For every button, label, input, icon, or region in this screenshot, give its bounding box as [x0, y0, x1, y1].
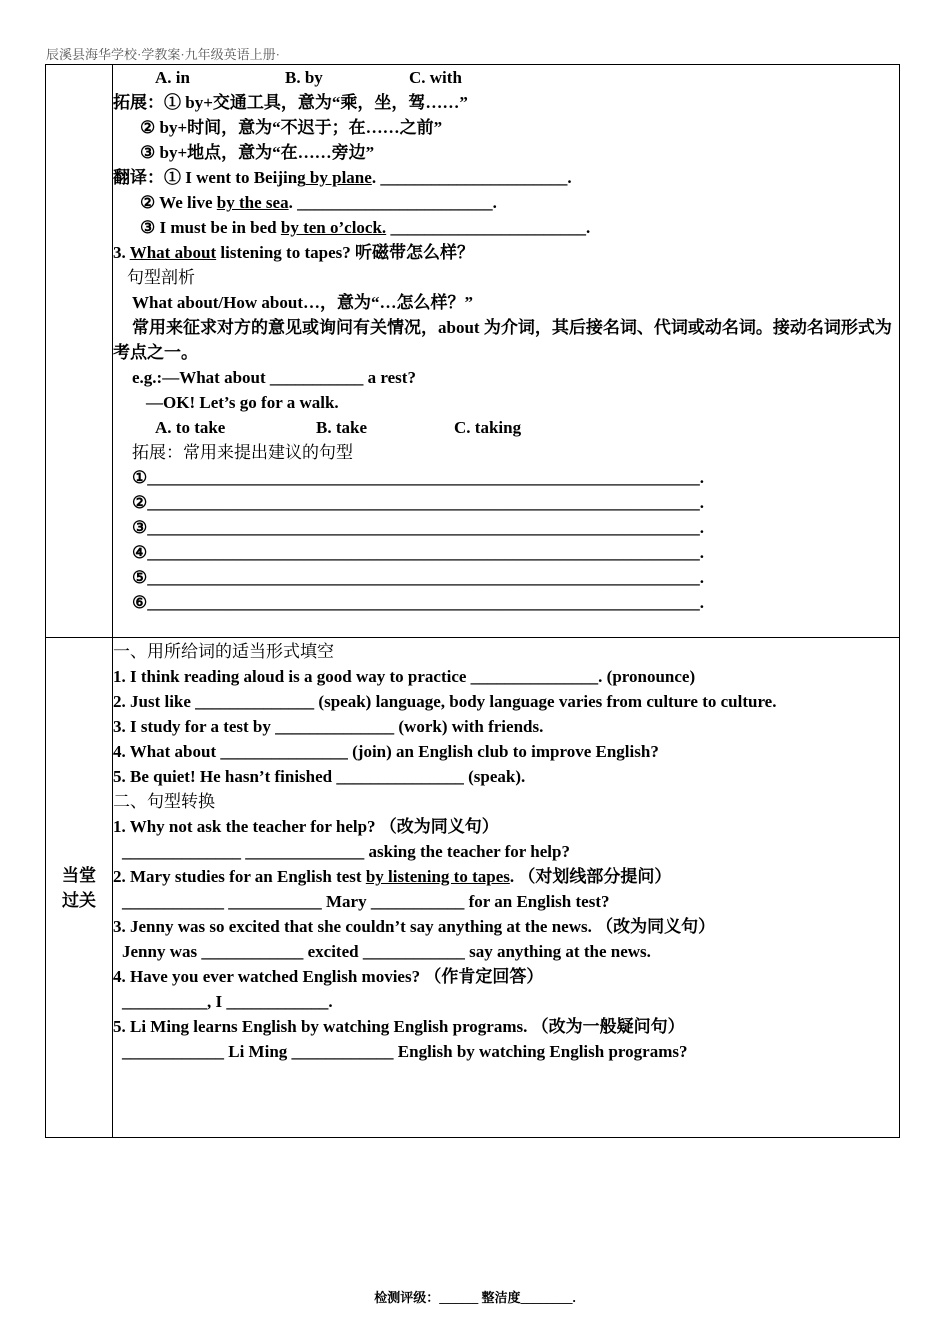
translation-1: 翻译：① I went to Beijing by plane. ______________________.	[113, 168, 572, 187]
translation-3: ③ I must be in bed by ten o’clock. _______________________.	[140, 218, 591, 237]
option-b: B. take	[316, 418, 367, 437]
options-row-2	[113, 415, 899, 440]
transform-4: 4. Have you ever watched English movies? （作肯定回答）	[113, 967, 544, 986]
lesson-table	[45, 64, 900, 1138]
translation-2: ② We live by the sea. _______________________.	[140, 193, 497, 212]
analysis-title: 句型剖析	[127, 268, 195, 287]
fill-item-1[interactable]: 1. I think reading aloud is a good way to practice _______________. (pronounce)	[113, 667, 696, 686]
transform-2-answer[interactable]: ____________ ___________ Mary ___________ for an English test?	[122, 892, 610, 911]
fill-item-3[interactable]: 3. I study for a test by ______________ (work) with friends.	[113, 717, 544, 736]
transform-1: 1. Why not ask the teacher for help? （改为同义句）	[113, 817, 499, 836]
transform-4-answer[interactable]: __________, I ____________.	[122, 992, 333, 1011]
transform-1-answer[interactable]: ______________ ______________ asking the teacher for help?	[122, 842, 570, 861]
section1-content-cell	[113, 65, 900, 638]
page-header: 辰溪县海华学校·学教案·九年级英语上册·	[46, 47, 280, 62]
part1-title: 一、用所给词的适当形式填空	[113, 642, 334, 661]
analysis-line-1: What about/How about…，意为“…怎么样？”	[132, 293, 473, 312]
example-line-1: e.g.:—What about ___________ a rest?	[132, 368, 416, 387]
suggestion-blank-3[interactable]: ③_________________________________________________________________.	[132, 518, 704, 537]
extension-title: 拓展：① by+交通工具，意为“乘，坐，驾……”	[113, 93, 468, 112]
option-a: A. in	[155, 68, 190, 87]
section2-content-cell	[113, 638, 900, 1138]
option-a: A. to take	[155, 418, 226, 437]
option-c: C. taking	[454, 418, 522, 437]
suggestion-title: 拓展：常用来提出建议的句型	[132, 443, 353, 462]
section2-label-cell	[46, 638, 113, 1138]
suggestion-blank-6[interactable]: ⑥_________________________________________________________________.	[132, 593, 704, 612]
option-c: C. with	[409, 68, 462, 87]
section1-label-cell	[46, 65, 113, 638]
table-row	[46, 638, 900, 1138]
option-b: B. by	[285, 68, 323, 87]
transform-5: 5. Li Ming learns English by watching English programs. （改为一般疑问句）	[113, 1017, 685, 1036]
fill-item-5[interactable]: 5. Be quiet! He hasn’t finished _______________ (speak).	[113, 767, 526, 786]
transform-5-answer[interactable]: ____________ Li Ming ____________ English by watching English programs?	[122, 1042, 688, 1061]
part2-title: 二、句型转换	[113, 792, 215, 811]
extension-item-2: ② by+时间，意为“不迟于；在……之前”	[140, 118, 443, 137]
extension-item-3: ③ by+地点，意为“在……旁边”	[140, 143, 375, 162]
suggestion-blank-1[interactable]: ①_________________________________________________________________.	[132, 468, 704, 487]
question-3: 3. What about listening to tapes? 听磁带怎么样？	[113, 243, 474, 262]
transform-3: 3. Jenny was so excited that she couldn’t say anything at the news. （改为同义句）	[113, 917, 716, 936]
fill-item-2[interactable]: 2. Just like ______________ (speak) language, body language varies from culture to culture.	[113, 692, 777, 711]
options-row-1	[113, 65, 899, 90]
suggestion-blank-4[interactable]: ④_________________________________________________________________.	[132, 543, 704, 562]
transform-2: 2. Mary studies for an English test by listening to tapes. （对划线部分提问）	[113, 867, 672, 886]
suggestion-blank-2[interactable]: ②_________________________________________________________________.	[132, 493, 704, 512]
page-footer: 检测评级：______ 整洁度________.	[374, 1290, 576, 1305]
analysis-line-2: 常用来征求对方的意见或询问有关情况，about 为介词，其后接名词、代词或动名词。接动名词形式为考点之一。	[113, 318, 892, 362]
example-line-2: —OK! Let’s go for a walk.	[146, 393, 339, 412]
fill-item-4[interactable]: 4. What about _______________ (join) an English club to improve English?	[113, 742, 659, 761]
suggestion-blank-5[interactable]: ⑤_________________________________________________________________.	[132, 568, 704, 587]
section2-label: 当堂 过关	[62, 865, 96, 910]
transform-3-answer[interactable]: Jenny was ____________ excited ____________ say anything at the news.	[122, 942, 651, 961]
table-row	[46, 65, 900, 638]
